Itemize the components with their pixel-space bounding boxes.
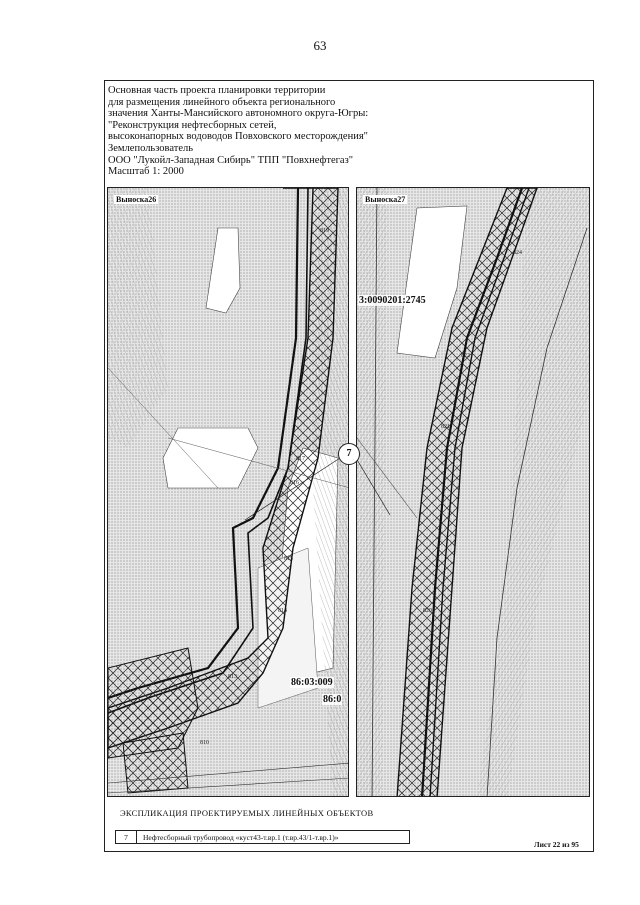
title-line: Основная часть проекта планировки территории xyxy=(108,85,326,96)
title-line: ООО "Лукойл-Западная Сибирь" ТПП "Повхнефтегаз" xyxy=(108,154,354,166)
point-label: 814 xyxy=(278,608,287,614)
point-label: 816 xyxy=(290,480,299,486)
title-line: "Реконструкция нефтесборных сетей, xyxy=(108,119,277,131)
point-label: 813 xyxy=(228,674,237,680)
point-label: 817 xyxy=(296,456,305,462)
point-label: 810 xyxy=(200,740,209,746)
cadastral-label: 3:0090201:2745 xyxy=(359,295,426,306)
panel-label-right: Выноска27 xyxy=(365,195,406,204)
legend-row-text: Нефтесборный трубопровод «куст43-т.вр.1 (т.вр.43/1-т.вр.1)» xyxy=(143,832,339,842)
title-line: для размещения линейного объекта регионального xyxy=(108,96,336,108)
point-label: 820 xyxy=(423,608,432,614)
point-label: 819 xyxy=(320,228,329,234)
title-line: Масштаб 1: 2000 xyxy=(108,166,184,178)
point-label: 815 xyxy=(284,556,293,562)
legend-row xyxy=(115,830,410,844)
point-label: 824 xyxy=(513,250,522,256)
callout-marker: 7 xyxy=(338,443,360,465)
legend-row-number: 7 xyxy=(116,831,137,843)
panel-label-left: Выноска26 xyxy=(116,195,157,204)
point-label: 821 xyxy=(441,424,450,430)
legend-title: ЭКСПЛИКАЦИЯ ПРОЕКТИРУЕМЫХ ЛИНЕЙНЫХ ОБЪЕКТОВ xyxy=(120,808,374,818)
cadastral-label: 86:03:009 xyxy=(291,677,333,688)
title-line: Землепользователь xyxy=(108,142,194,154)
sheet-info: Лист 22 из 95 xyxy=(534,840,579,849)
page-number: 63 xyxy=(313,38,327,53)
cadastral-label: 86:0 xyxy=(323,694,342,705)
title-line: значения Ханты-Мансийского автономного округа-Югры: xyxy=(108,108,369,120)
title-line: высоконапорных водоводов Повховского месторождения" xyxy=(108,131,368,143)
point-label: 822 xyxy=(461,353,470,359)
